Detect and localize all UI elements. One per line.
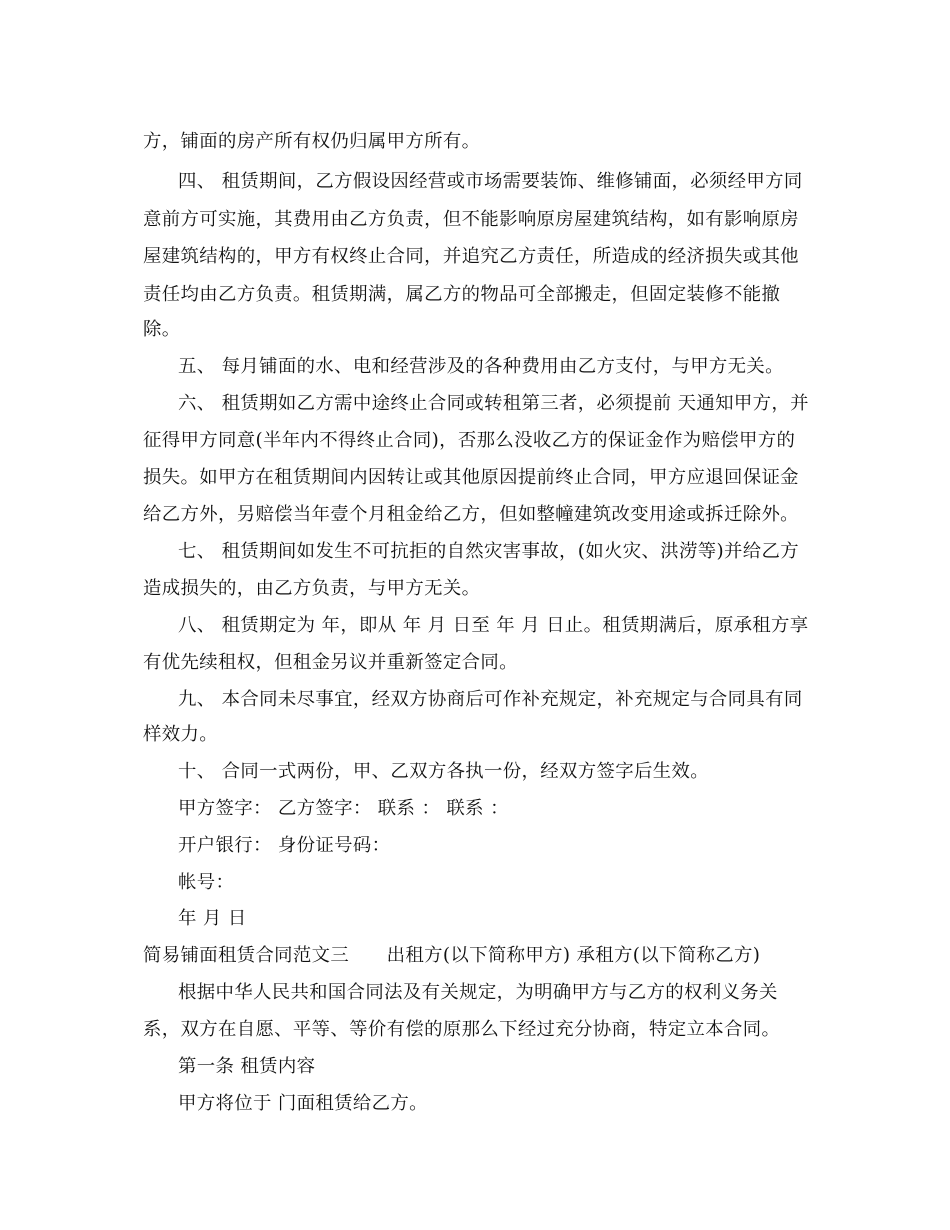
text-line: 样效力。 [143, 724, 218, 745]
signature-line: 甲方签字： 乙方签字： 联系 ： 联系 ： [178, 798, 509, 819]
text-line: 给乙方外，另赔偿当年壹个月租金给乙方，但如整幢建筑改变用途或拆迁除外。 [143, 504, 799, 525]
account-line: 帐号： [178, 872, 235, 893]
clause-9-line: 九、 本合同未尽事宜，经双方协商后可作补充规定，补充规定与合同具有同 [178, 689, 803, 710]
bank-line: 开户银行： 身份证号码： [178, 835, 391, 856]
clause-4-line: 四、 租赁期间，乙方假设因经营或市场需要装饰、维修铺面，必须经甲方同 [178, 171, 803, 192]
date-line: 年 月 日 [178, 908, 247, 929]
text-line: 方，铺面的房产所有权仍归属甲方所有。 [143, 131, 481, 152]
text-line: 责任均由乙方负责。租赁期满，属乙方的物品可全部搬走，但固定装修不能撤 [143, 284, 781, 305]
text-line: 甲方将位于 门面租赁给乙方。 [178, 1093, 428, 1114]
text-line: 根据中华人民共和国合同法及有关规定，为明确甲方与乙方的权利义务关 [178, 982, 778, 1003]
text-line: 屋建筑结构的，甲方有权终止合同，并追究乙方责任，所造成的经济损失或其他 [143, 246, 799, 267]
clause-8-line: 八、 租赁期定为 年，即从 年 月 日至 年 月 日止。租赁期满后，原承租方享 [178, 615, 809, 636]
text-line: 系，双方在自愿、平等、等价有偿的原那么下经过充分协商，特定立本合同。 [143, 1019, 781, 1040]
text-line: 意前方可实施，其费用由乙方负责，但不能影响原房屋建筑结构，如有影响原房 [143, 209, 799, 230]
clause-7-line: 七、 租赁期间如发生不可抗拒的自然灾害事故，(如火灾、洪涝等)并给乙方 [178, 541, 799, 562]
text-line: 除。 [143, 319, 181, 340]
section-heading-line: 简易铺面租赁合同范文三 出租方(以下简称甲方) 承租方(以下简称乙方) [143, 945, 761, 966]
text-line: 征得甲方同意(半年内不得终止合同)，否那么没收乙方的保证金作为赔偿甲方的 [143, 430, 796, 451]
clause-5-line: 五、 每月铺面的水、电和经营涉及的各种费用由乙方支付，与甲方无关。 [178, 356, 784, 377]
clause-6-line: 六、 租赁期如乙方需中途终止合同或转租第三者，必须提前 天通知甲方，并 [178, 393, 809, 414]
text-line: 有优先续租权，但租金另议并重新签定合同。 [143, 652, 518, 673]
article-1-heading: 第一条 租赁内容 [178, 1056, 316, 1077]
text-line: 造成损失的，由乙方负责，与甲方无关。 [143, 578, 481, 599]
text-line: 损失。如甲方在租赁期间内因转让或其他原因提前终止合同，甲方应退回保证金 [143, 467, 799, 488]
clause-10-line: 十、 合同一式两份，甲、乙双方各执一份，经双方签字后生效。 [178, 761, 709, 782]
